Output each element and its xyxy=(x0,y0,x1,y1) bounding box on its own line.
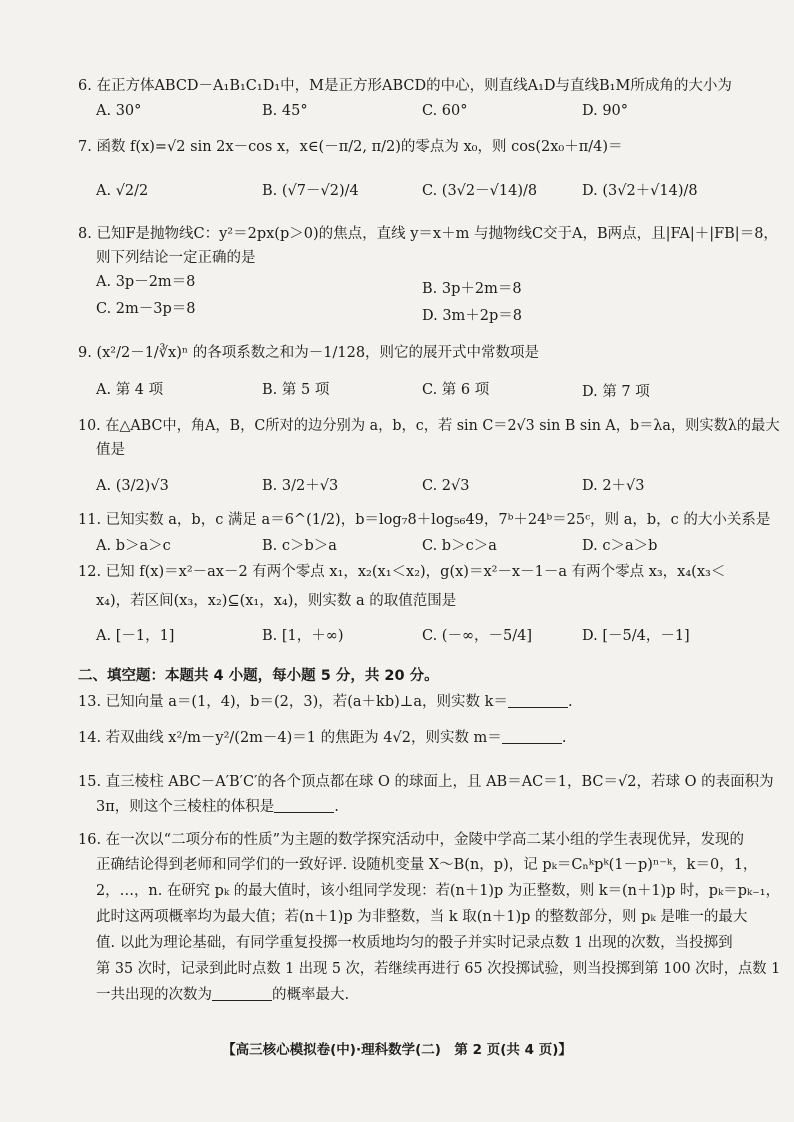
q14-answer-blank[interactable] xyxy=(502,729,562,744)
q10-stem: 10. 在△ABC中，角A，B，C所对的边分别为 a，b，c，若 sin C＝2√3 sin B sin A，b＝λa，则实数λ的最大 xyxy=(78,418,780,434)
q8-option-a: A. 3p－2m＝8 xyxy=(96,274,196,290)
q16-end: 的概率最大. xyxy=(272,987,350,1003)
q9-stem: 9. (x²/2－1/∛x)ⁿ 的各项系数之和为－1/128，则它的展开式中常数项是 xyxy=(78,345,540,361)
q12-option-a: A. [－1，1] xyxy=(96,628,175,644)
q8-stem: 8. 已知F是抛物线C：y²＝2px(p＞0)的焦点，直线 y＝x＋m 与抛物线C交于A，B两点，且|FA|＋|FB|＝8， xyxy=(78,226,778,242)
q11-option-a: A. b＞a＞c xyxy=(96,538,171,554)
q16-text: 一共出现的次数为 xyxy=(96,987,212,1003)
q13-text: 13. 已知向量 a＝(1，4)，b＝(2，3)，若(a＋kb)⊥a，则实数 k＝ xyxy=(78,694,508,710)
q8-option-c: C. 2m－3p＝8 xyxy=(96,301,196,317)
q10-option-a: A. (3/2)√3 xyxy=(96,478,169,494)
q8-option-b: B. 3p＋2m＝8 xyxy=(422,281,522,297)
section-fill-in-heading: 二、填空题：本题共 4 小题，每小题 5 分，共 20 分。 xyxy=(78,668,439,684)
q7-option-c: C. (3√2－√14)/8 xyxy=(422,183,538,199)
q16-line-4: 此时这两项概率均为最大值；若(n＋1)p 为非整数，当 k 取(n＋1)p 的整数部分，则 pₖ 是唯一的最大 xyxy=(96,909,748,925)
q11-option-c: C. b＞c＞a xyxy=(422,538,497,554)
q11-option-d: D. c＞a＞b xyxy=(582,538,658,554)
q7-option-a: A. √2/2 xyxy=(96,183,149,199)
q9-option-a: A. 第 4 项 xyxy=(96,382,164,398)
q6-option-d: D. 90° xyxy=(582,103,629,119)
q12-stem: 12. 已知 f(x)＝x²－ax－2 有两个零点 x₁，x₂(x₁＜x₂)，g(x)＝x²－x－1－a 有两个零点 x₃，x₄(x₃＜ xyxy=(78,564,726,580)
q16-line-7 xyxy=(96,985,349,1005)
q11-stem: 11. 已知实数 a，b，c 满足 a＝6^(1/2)，b＝log₇8＋log₅₆49，7ᵇ＋24ᵇ＝25ᶜ，则 a，b，c 的大小关系是 xyxy=(78,512,771,528)
q10-stem-cont: 值是 xyxy=(96,442,125,458)
q7-option-b: B. (√7－√2)/4 xyxy=(262,183,359,199)
q7-stem: 7. 函数 f(x)=√2 sin 2x－cos x，x∈(－π/2, π/2)的零点为 x₀，则 cos(2x₀＋π/4)＝ xyxy=(78,139,623,155)
q13-answer-blank[interactable] xyxy=(508,693,568,708)
q15-line-2 xyxy=(96,797,339,817)
q16-line-6: 第 35 次时，记录到此时点数 1 出现 5 次，若继续再进行 65 次投掷试验，则当投掷到第 100 次时，点数 1 xyxy=(96,961,781,977)
q12-option-d: D. [－5/4，－1] xyxy=(582,628,690,644)
q13 xyxy=(78,692,573,712)
q9-option-d: D. 第 7 项 xyxy=(582,384,650,400)
q16-line-1: 16. 在一次以“二项分布的性质”为主题的数学探究活动中，金陵中学高二某小组的学生表现优异，发现的 xyxy=(78,832,744,848)
q6-option-c: C. 60° xyxy=(422,103,468,119)
q6-stem: 6. 在正方体ABCD－A₁B₁C₁D₁中，M是正方形ABCD的中心，则直线A₁D与直线B₁M所成角的大小为 xyxy=(78,78,732,94)
q8-option-d: D. 3m＋2p＝8 xyxy=(422,308,523,324)
q15-text: 3π，则这个三棱柱的体积是 xyxy=(96,799,275,815)
q14-text: 14. 若双曲线 x²/m－y²/(2m－4)＝1 的焦距为 4√2，则实数 m＝ xyxy=(78,730,502,746)
q13-end: . xyxy=(567,694,573,710)
q16-line-5: 值. 以此为理论基础，有同学重复投掷一枚质地均匀的骰子并实时记录点数 1 出现的次数，当投掷到 xyxy=(96,935,733,951)
q16-line-3: 2，…，n. 在研究 pₖ 的最大值时，该小组同学发现：若(n＋1)p 为正整数，则 k＝(n＋1)p 时，pₖ＝pₖ₋₁， xyxy=(96,883,780,899)
q14-end: . xyxy=(561,730,567,746)
q16-answer-blank[interactable] xyxy=(212,986,272,1001)
q9-option-c: C. 第 6 项 xyxy=(422,382,490,398)
q15-answer-blank[interactable] xyxy=(274,798,334,813)
q8-stem-cont: 则下列结论一定正确的是 xyxy=(96,250,256,266)
q10-option-c: C. 2√3 xyxy=(422,478,470,494)
q14 xyxy=(78,728,566,748)
q6-option-b: B. 45° xyxy=(262,103,308,119)
q15-end: . xyxy=(334,799,339,815)
page-footer: 【高三核心模拟卷(中)·理科数学(二) 第 2 页(共 4 页)】 xyxy=(222,1042,572,1058)
q10-option-d: D. 2＋√3 xyxy=(582,478,645,494)
q9-option-b: B. 第 5 项 xyxy=(262,382,330,398)
q12-option-c: C. (－∞，－5/4] xyxy=(422,628,533,644)
q6-option-a: A. 30° xyxy=(96,103,142,119)
q7-option-d: D. (3√2＋√14)/8 xyxy=(582,183,698,199)
q16-line-2: 正确结论得到老师和同学们的一致好评. 设随机变量 X～B(n，p)，记 pₖ＝Cₙᵏpᵏ(1－p)ⁿ⁻ᵏ，k＝0，1， xyxy=(96,857,758,873)
q15-line-1: 15. 直三棱柱 ABC－A′B′C′的各个顶点都在球 O 的球面上，且 AB＝AC＝1，BC＝√2，若球 O 的表面积为 xyxy=(78,774,774,790)
q11-option-b: B. c＞b＞a xyxy=(262,538,337,554)
q10-option-b: B. 3/2＋√3 xyxy=(262,478,339,494)
q12-stem-cont: x₄)，若区间(x₃，x₂)⊆(x₁，x₄)，则实数 a 的取值范围是 xyxy=(96,593,457,609)
q12-option-b: B. [1，＋∞) xyxy=(262,628,344,644)
